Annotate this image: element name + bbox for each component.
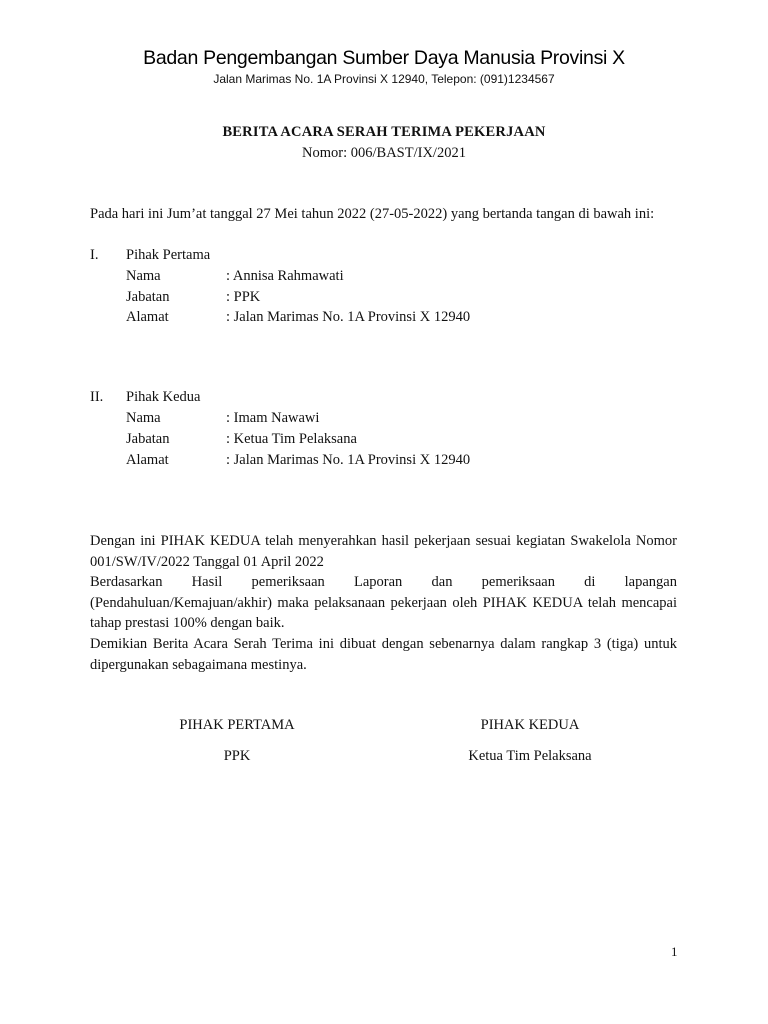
- party-one-name-label: Nama: [126, 268, 161, 284]
- left-signatory-party: PIHAK PERTAMA: [179, 717, 295, 733]
- inspection-paragraph: Berdasarkan Hasil pemeriksaan Laporan dan pemeriksaan di lapangan (Pendahuluan/Kemajuan/akhir) maka pelaksanaan pekerjaan oleh PIHAK KEDUA telah mencapai tahap prestasi 100% dengan baik.: [90, 574, 677, 632]
- party-one-address-value: : Jalan Marimas No. 1A Provinsi X 12940: [226, 309, 471, 325]
- party-two-position-value: : Ketua Tim Pelaksana: [226, 431, 357, 447]
- party-one-name-value: : Annisa Rahmawati: [226, 268, 344, 284]
- organization-address: Jalan Marimas No. 1A Provinsi X 12940, Telepon: (091)1234567: [213, 72, 555, 86]
- page-number: 1: [671, 944, 678, 959]
- closing-paragraph: Demikian Berita Acara Serah Terima ini dibuat dengan sebenarnya dalam rangkap 3 (tiga) untuk dipergunakan sebagaimana mestinya.: [90, 636, 677, 673]
- party-one-numeral: I.: [90, 247, 99, 263]
- party-two-numeral: II.: [90, 389, 104, 405]
- document-number: Nomor: 006/BAST/IX/2021: [302, 145, 466, 161]
- handover-paragraph: Dengan ini PIHAK KEDUA telah menyerahkan hasil pekerjaan sesuai kegiatan Swakelola Nomor 001/SW/IV/2022 Tanggal 01 April 2022: [90, 533, 677, 570]
- opening-statement: Pada hari ini Jum’at tanggal 27 Mei tahun 2022 (27-05-2022) yang bertanda tangan di bawah ini:: [90, 206, 655, 222]
- organization-name: Badan Pengembangan Sumber Daya Manusia Provinsi X: [143, 47, 625, 69]
- right-signatory-role: Ketua Tim Pelaksana: [468, 748, 592, 764]
- party-one-position-value: : PPK: [226, 289, 261, 305]
- right-signatory-party: PIHAK KEDUA: [480, 717, 580, 733]
- party-one-heading: Pihak Pertama: [126, 247, 211, 263]
- party-two-address-value: : Jalan Marimas No. 1A Provinsi X 12940: [226, 452, 471, 468]
- party-one-address-label: Alamat: [126, 309, 169, 325]
- party-two-name-label: Nama: [126, 410, 161, 426]
- party-two-address-label: Alamat: [126, 452, 169, 468]
- party-two-position-label: Jabatan: [126, 431, 170, 447]
- party-one-position-label: Jabatan: [126, 289, 170, 305]
- party-two-name-value: : Imam Nawawi: [226, 410, 320, 426]
- left-signatory-role: PPK: [223, 748, 251, 764]
- party-two-heading: Pihak Kedua: [126, 389, 201, 405]
- document-title: BERITA ACARA SERAH TERIMA PEKERJAAN: [222, 124, 546, 140]
